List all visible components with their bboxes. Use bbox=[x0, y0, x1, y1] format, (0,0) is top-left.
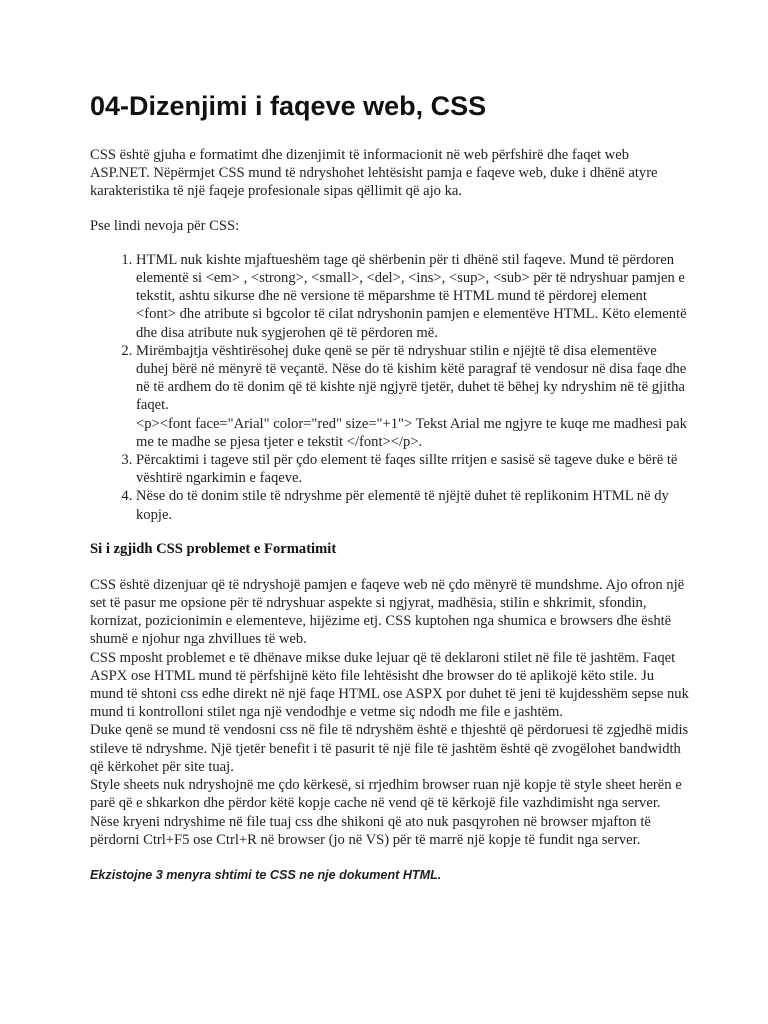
closing-line: Ekzistojne 3 menyra shtimi te CSS ne nje dokument HTML. bbox=[90, 867, 442, 882]
list-item-text: Nëse do të donim stile të ndryshme për elementë të njëjtë duhet të replikonim HTML në dy kopje. bbox=[136, 488, 669, 523]
list-item bbox=[136, 451, 690, 487]
body-paragraph: Style sheets nuk ndryshojnë me çdo kërkesë, si rrjedhim browser ruan një kopje të style sheet herën e parë që e shkarkon dhe përdor këtë kopje cache në vend që të kërkojë file vazhdimisht nga server. Nëse kryeni ndryshime në file tuaj css dhe shikoni që ato nuk pasqyrohen në browser mjafton të përdorni Ctrl+F5 ose Ctrl+R në browser (jo në VS) për të marrë një kopje të fundit nga server. bbox=[90, 777, 682, 848]
intro-paragraph: CSS është gjuha e formatimt dhe dizenjimit të informacionit në web përfshirë dhe faqet web ASP.NET. Nëpërmjet CSS mund të ndryshohet lehtësisht pamja e faqeve web, duke i dhënë atyre karakteristika të një faqeje profesionale sipas qëllimit që ajo ka. bbox=[90, 147, 658, 200]
section-body bbox=[90, 576, 690, 849]
section-heading: Si i zgjidh CSS problemet e Formatimit bbox=[90, 540, 337, 557]
list-item bbox=[136, 251, 690, 342]
list-item bbox=[136, 342, 690, 451]
code-example: <p><font face="Arial" color="red" size="+1"> Tekst Arial me ngjyre te kuqe me madhesi pak me te madhe se pjesa tjeter e tekstit </font></p>. bbox=[136, 415, 687, 450]
list-item-text: HTML nuk kishte mjaftueshëm tage që shërbenin për ti dhënë stil faqeve. Mund të përdoren elementë si <em> , <strong>, <small>, <del>, <ins>, <sup>, <sub> për të ndryshuar pamjen e tekstit, ashtu sikurse dhe në versione të mëparshme të HTML mund të përdorej element <font> dhe atribute si bgcolor të cilat ndryshonin pamjen e elementëve HTML. Këto elementë dhe disa atribute nuk sygjerohen që të përdoren më. bbox=[136, 251, 687, 341]
document-page bbox=[90, 88, 690, 883]
list-item bbox=[136, 487, 690, 523]
body-paragraph: Duke qenë se mund të vendosni css në file të ndryshëm është e thjeshtë që përdoruesi të zgjedhë midis stileve të ndryshme. Një tjetër benefit i të pasurit të një file të jashtëm është që zvogëlohet bandwidth që kërkohet për site tuaj. bbox=[90, 722, 689, 775]
reasons-list bbox=[90, 251, 690, 524]
body-paragraph: CSS është dizenjuar që të ndryshojë pamjen e faqeve web në çdo mënyrë të mundshme. Ajo ofron një set të pasur me opsione për të ndryshuar aspekte si ngjyrat, madhësia, stilin e shkrimit, sfondin, kornizat, pozicionimin e elementeve, hijëzime etj. CSS kuptohen nga shumica e browsers dhe është shumë e njohur nga zhvillues të web. bbox=[90, 576, 685, 648]
body-paragraph: CSS mposht problemet e të dhënave mikse duke lejuar që të deklaroni stilet në file të jashtëm. Faqet ASPX ose HTML mund të përfshijnë këto file lehtësisht dhe browser do të aplikojë këto stile. Ju mund të shtoni css edhe direkt në një faqe HTML ose ASPX por duhet të jeni të kujdesshëm sepse nuk mund ti kontrolloni stilet nga një vendodhje e vetme siç ndodh me file e jashtëm. bbox=[90, 649, 689, 721]
list-item-text: Mirëmbajtja vështirësohej duke qenë se për të ndryshuar stilin e njëjtë të disa elementëve duhej bërë në mënyrë të veçantë. Nëse do të kishim këtë paragraf të vendosur në disa faqe dhe në të ardhem do të donim që të kishte një ngjyrë tjetër, duhet të bëhej ky ndryshim në të gjitha faqet. bbox=[136, 342, 687, 414]
list-item-text: Përcaktimi i tageve stil për çdo element të faqes sillte rritjen e sasisë së tageve duke e bërë të vështirë ngarkimin e faqeve. bbox=[136, 452, 678, 487]
page-title: 04-Dizenjimi i faqeve web, CSS bbox=[90, 91, 487, 121]
question-line: Pse lindi nevoja për CSS: bbox=[90, 217, 240, 234]
